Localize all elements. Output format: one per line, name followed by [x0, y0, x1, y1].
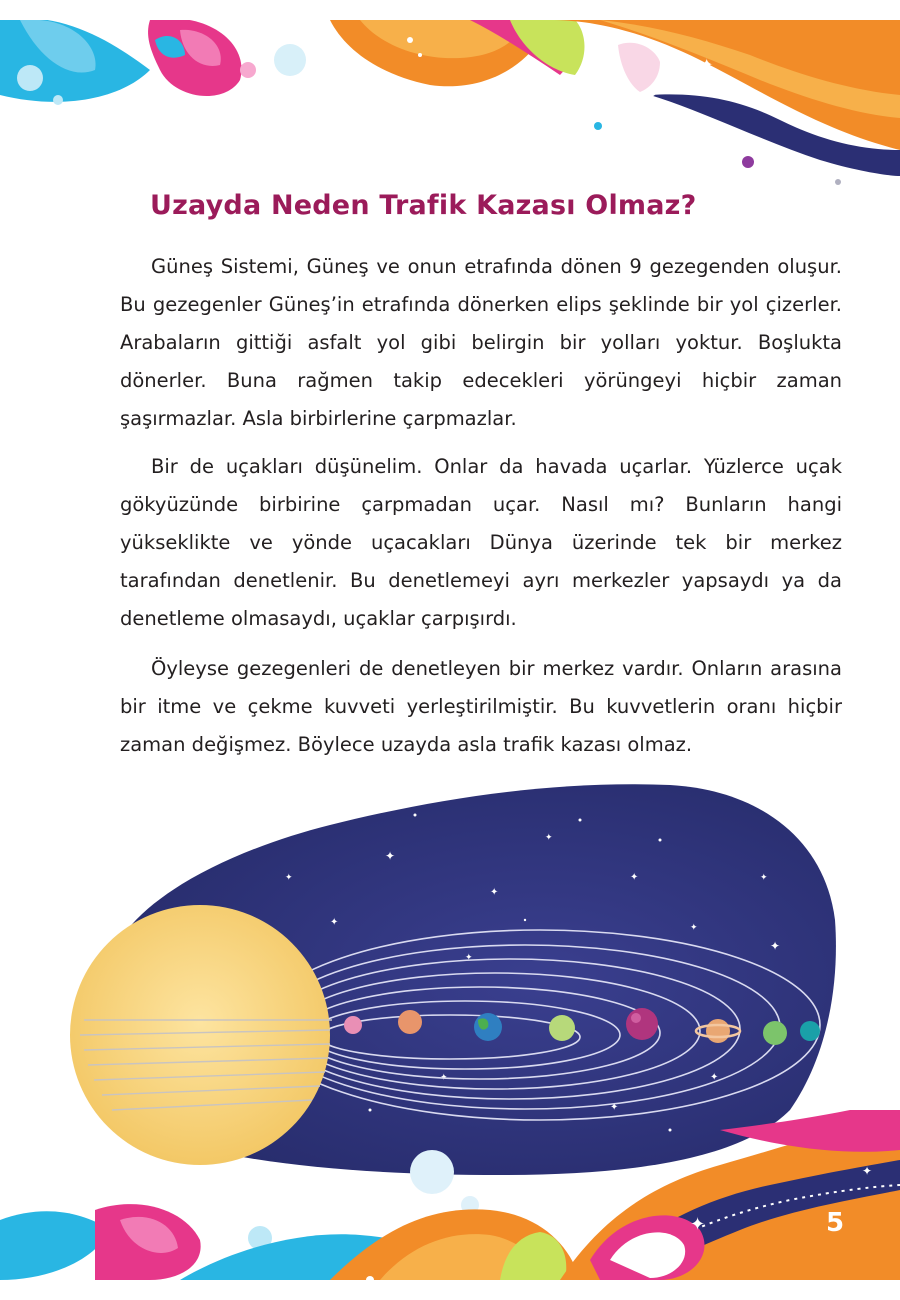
green-planet [549, 1015, 575, 1041]
bottom-margin [0, 1280, 900, 1300]
svg-text:✦: ✦ [385, 849, 396, 863]
svg-text:✦: ✦ [465, 953, 473, 963]
bottom-swirl-decoration [0, 1110, 900, 1300]
svg-text:✦: ✦ [285, 873, 293, 883]
svg-text:✦: ✦ [545, 833, 553, 843]
svg-text:✦: ✦ [330, 917, 339, 928]
svg-text:✦: ✦ [690, 923, 698, 933]
svg-text:✦: ✦ [700, 55, 714, 74]
svg-text:✦: ✦ [610, 1102, 619, 1113]
svg-text:✦: ✦ [770, 939, 781, 953]
paragraph-3: Öyleyse gezegenleri de denetleyen bir merkez vardır. Onların arasına bir itme ve çekme kuvveti yerleştirilmiştir. Bu kuvvetlerin oranı hiçbir zaman değişmez. Böylece uzayda asla trafik kazası olmaz. [120, 657, 842, 756]
svg-text:✦: ✦ [440, 1073, 448, 1083]
paragraph-2: Bir de uçakları düşünelim. Onlar da havada uçarlar. Yüzlerce uçak gökyüzünde birbirine çarpmadan uçar. Nasıl mı? Bunların hangi yükseklikte ve yönde uçacakları Dünya üzerinde tek bir merkez tarafından denetlenir. Bu denetlemeyi ayrı merkezler yapsaydı ya da denetleme olmasaydı, uçaklar çarpışırdı. [120, 455, 842, 630]
svg-text:✦: ✦ [760, 873, 768, 883]
green-planet-2 [763, 1021, 787, 1045]
magenta-planet [626, 1008, 658, 1040]
page-number: 5 [826, 1208, 845, 1238]
svg-text:✦: ✦ [690, 1214, 706, 1235]
page-title: Uzayda Neden Trafik Kazası Olmaz? [150, 190, 697, 221]
orange-planet [398, 1010, 422, 1034]
svg-text:✦: ✦ [862, 1164, 873, 1178]
svg-text:✦: ✦ [490, 887, 499, 898]
svg-text:✦: ✦ [630, 872, 639, 883]
teal-planet [800, 1021, 820, 1041]
top-margin [0, 0, 900, 20]
top-swirl-decoration [0, 0, 900, 200]
paragraph-1: Güneş Sistemi, Güneş ve onun etrafında dönen 9 gezegenden oluşur. Bu gezegenler Güneş’in etrafında dönerken elips şeklinde bir yol çizerler. Arabaların gittiği asfalt yol gibi belirgin bir yolları yoktur. Boşlukta dönerler. Buna rağmen takip edecekleri yörüngeyi hiçbir zaman şaşırmazlar. Asla birbirlerine çarpmazlar. [120, 255, 842, 430]
pink-planet [344, 1016, 362, 1034]
svg-text:✦: ✦ [710, 1072, 719, 1083]
white-bubble [410, 1150, 454, 1194]
